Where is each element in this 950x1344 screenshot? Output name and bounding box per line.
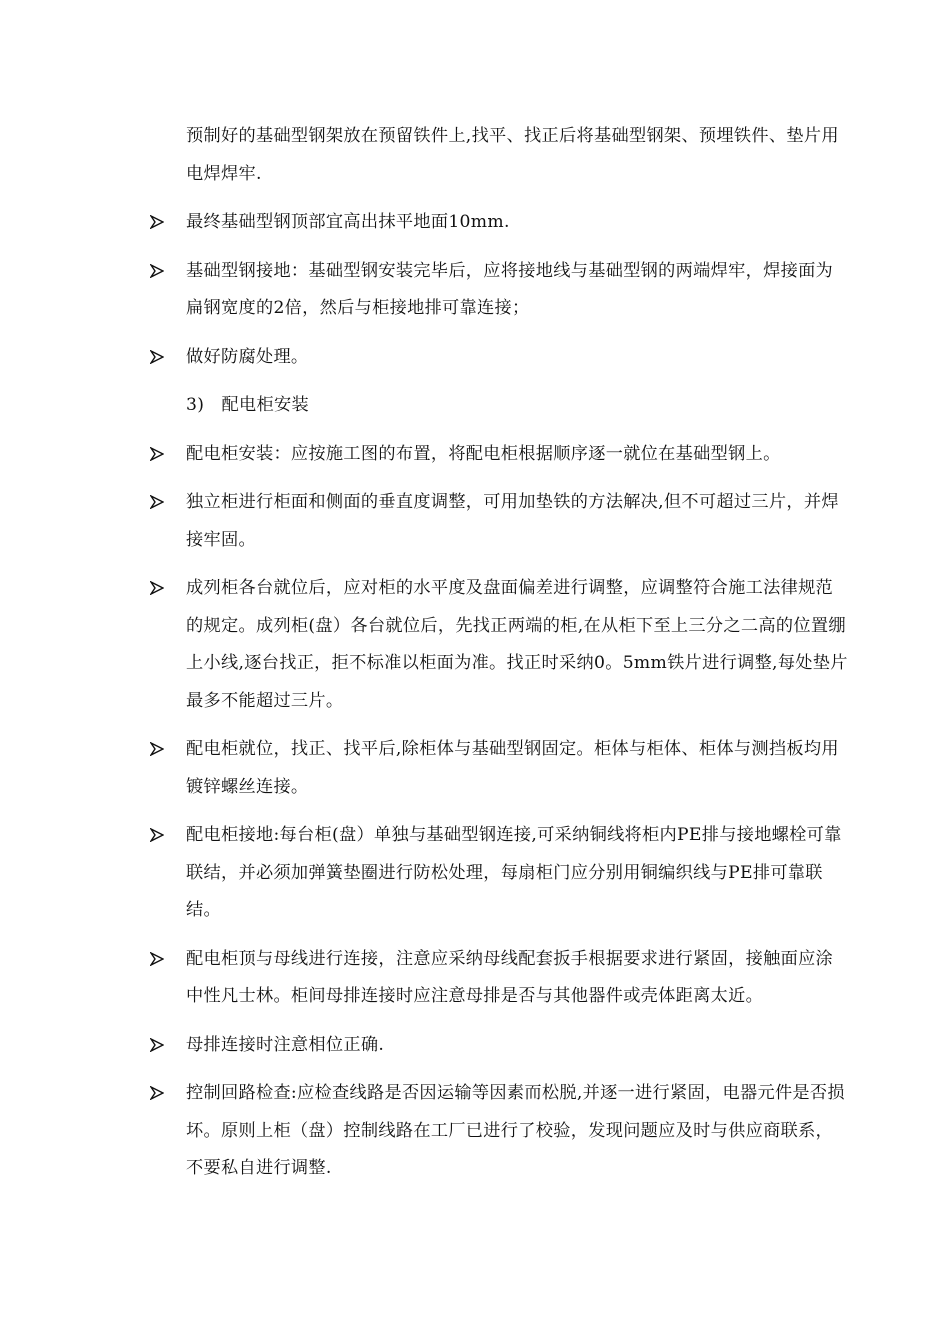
arrowhead-bullet-icon — [150, 1038, 164, 1052]
arrowhead-bullet-icon — [150, 350, 164, 364]
arrowhead-bullet-icon — [150, 581, 164, 595]
list-item-text: 控制回路检查:应检查线路是否因运输等因素而松脱,并逐一进行紧固，电器元件是否损坏。原则上柜（盘）控制线路在工厂已进行了校验，发现问题应及时与供应商联系，不要私自进行调整. — [186, 1083, 845, 1178]
list-item — [150, 204, 850, 242]
list-item-text: 配电柜安装：应按施工图的布置，将配电柜根据顺序逐一就位在基础型钢上。 — [186, 443, 781, 464]
list-item-text: 配电柜顶与母线进行连接，注意应采纳母线配套扳手根据要求进行紧固，接触面应涂中性凡士林。柜间母排连接时应注意母排是否与其他器件或壳体距离太近。 — [186, 948, 834, 1006]
list-item — [150, 570, 850, 720]
list-item-text: 做好防腐处理。 — [186, 346, 309, 367]
list-item-text: 基础型钢接地：基础型钢安装完毕后，应将接地线与基础型钢的两端焊牢，焊接面为扁钢宽度的2倍，然后与柜接地排可靠连接； — [186, 260, 834, 318]
arrowhead-bullet-icon — [150, 215, 164, 229]
list-item-text: 配电柜就位，找正、找平后,除柜体与基础型钢固定。柜体与柜体、柜体与测挡板均用镀锌螺丝连接。 — [186, 739, 839, 797]
list-item — [150, 1027, 850, 1065]
list-item-text: 最终基础型钢顶部宜高出抹平地面10mm. — [186, 212, 510, 232]
list-item — [150, 941, 850, 1016]
list-item — [150, 731, 850, 806]
list-item — [150, 817, 850, 930]
list-item-text: 独立柜进行柜面和侧面的垂直度调整，可用加垫铁的方法解决,但不可超过三片，并焊接牢固。 — [186, 492, 839, 550]
continued-paragraph: 预制好的基础型钢架放在预留铁件上,找平、找正后将基础型钢架、预埋铁件、垫片用电焊焊牢. — [186, 126, 839, 184]
arrowhead-bullet-icon — [150, 447, 164, 461]
list-item — [150, 339, 850, 377]
arrowhead-bullet-icon — [150, 264, 164, 278]
list-item — [150, 253, 850, 328]
arrowhead-bullet-icon — [150, 828, 164, 842]
list-item — [150, 484, 850, 559]
list-item — [150, 1075, 850, 1188]
list-item-text: 配电柜接地:每台柜(盘）单独与基础型钢连接,可采纳铜线将柜内PE排与接地螺栓可靠联结，并必须加弹簧垫圈进行防松处理，每扇柜门应分别用铜编织线与PE排可靠联结。 — [186, 825, 842, 920]
section-heading: 3) 配电柜安装 — [186, 395, 309, 415]
list-item-text: 母排连接时注意相位正确. — [186, 1034, 385, 1055]
list-item — [150, 436, 850, 474]
arrowhead-bullet-icon — [150, 952, 164, 966]
arrowhead-bullet-icon — [150, 1086, 164, 1100]
document-body — [150, 118, 850, 1188]
arrowhead-bullet-icon — [150, 495, 164, 509]
list-item-text: 成列柜各台就位后，应对柜的水平度及盘面偏差进行调整，应调整符合施工法律规范的规定。成列柜(盘）各台就位后，先找正两端的柜,在从柜下至上三分之二高的位置绷上小线,逐台找正，拒不标准以柜面为准。找正时采纳0。5mm铁片进行调整,每处垫片最多不能超过三片。 — [186, 578, 848, 711]
arrowhead-bullet-icon — [150, 742, 164, 756]
